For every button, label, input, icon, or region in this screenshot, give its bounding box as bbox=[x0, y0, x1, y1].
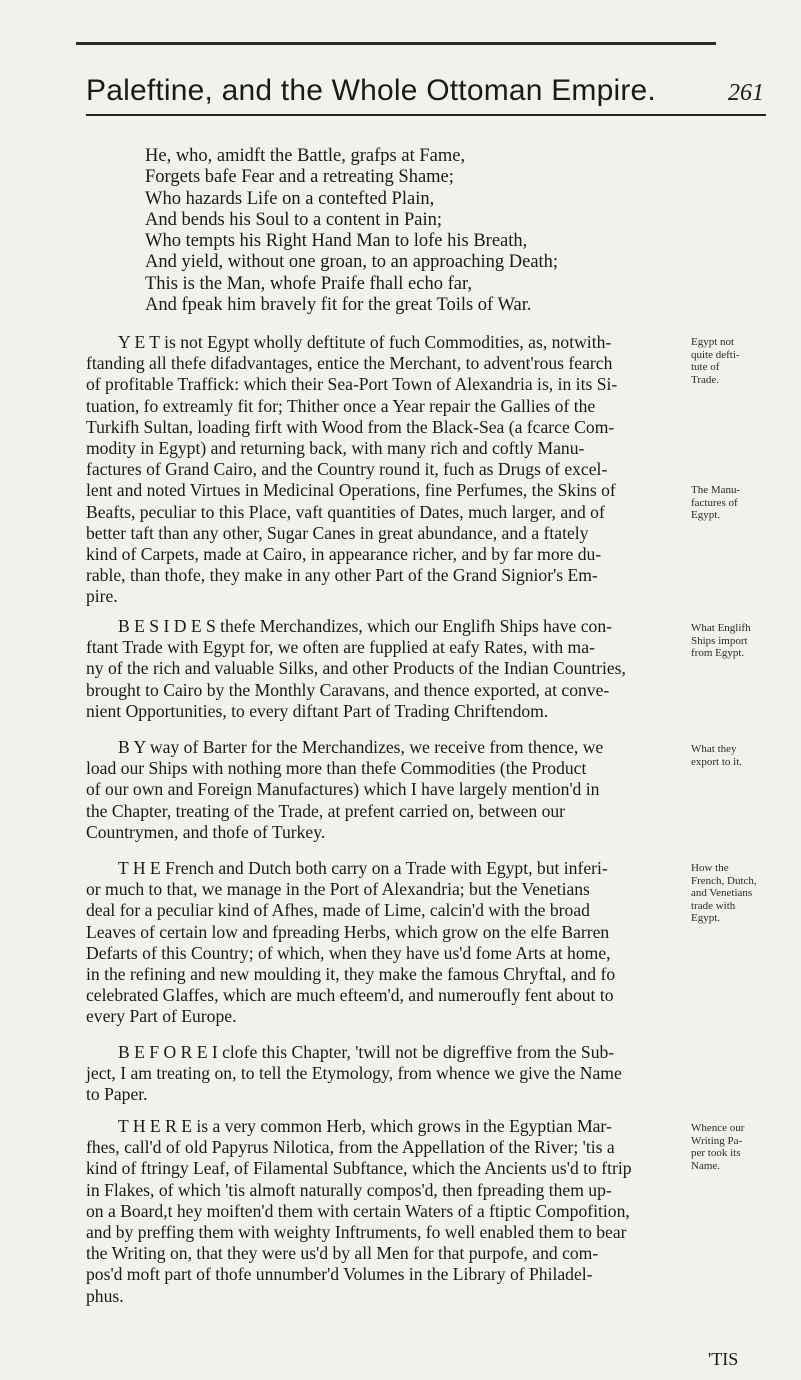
text-line: the Chapter, treating of the Trade, at prefent carried on, between our bbox=[86, 800, 566, 821]
poem-line: And yield, without one groan, to an approaching Death; bbox=[145, 252, 559, 273]
text-line: modity in Egypt) and returning back, with many rich and coftly Manu- bbox=[86, 438, 585, 459]
margin-note bbox=[691, 622, 799, 660]
text-line: of profitable Traffick: which their Sea-Port Town of Alexandria is, in its Si- bbox=[86, 374, 618, 395]
poem-line: He, who, amidft the Battle, grafps at Fame, bbox=[145, 146, 466, 166]
poem-block bbox=[145, 146, 705, 316]
margin-note-line: The Manu- bbox=[691, 484, 741, 496]
margin-note bbox=[691, 862, 799, 925]
margin-note-line: French, Dutch, bbox=[691, 874, 757, 887]
margin-note bbox=[691, 336, 799, 386]
paragraph-barter bbox=[86, 737, 688, 843]
text-line: nient Opportunities, to every diftant Part of Trading Chriftendom. bbox=[86, 700, 549, 721]
margin-note-line: tute of bbox=[691, 361, 720, 374]
text-line: B E S I D E S thefe Merchandizes, which our Englifh Ships have con- bbox=[118, 616, 612, 636]
poem-line: Who tempts his Right Hand Man to lofe his Breath, bbox=[145, 231, 528, 252]
margin-note-line: Name. bbox=[691, 1159, 721, 1172]
margin-note-line: How the bbox=[691, 862, 729, 874]
page-number: 261 bbox=[728, 80, 764, 106]
text-line: pos'd moft part of thofe unnumber'd Volumes in the Library of Philadel- bbox=[86, 1264, 593, 1285]
text-line: Y E T is not Egypt wholly deftitute of fuch Commodities, as, notwith- bbox=[118, 332, 612, 352]
text-line: deal for a peculiar kind of Afhes, made of Lime, calcin'd with the broad bbox=[86, 900, 590, 921]
margin-note-line: Egypt not bbox=[691, 336, 735, 348]
text-line: ny of the rich and valuable Silks, and other Products of the Indian Countries, bbox=[86, 658, 626, 679]
text-line: ftanding all thefe difadvantages, entice the Merchant, to advent'rous fearch bbox=[86, 353, 613, 374]
top-rule bbox=[76, 42, 716, 45]
text-line: to Paper. bbox=[86, 1084, 148, 1105]
text-line: brought to Cairo by the Monthly Caravans, and thence exported, at conve- bbox=[86, 679, 610, 700]
text-line: tuation, fo extreamly fit for; Thither once a Year repair the Gallies of the bbox=[86, 395, 596, 416]
text-line: in Flakes, of which 'tis almoft naturally compos'd, then fpreading them up- bbox=[86, 1179, 612, 1200]
margin-note bbox=[691, 743, 799, 768]
margin-note-line: Whence our bbox=[691, 1122, 745, 1134]
text-line: B Y way of Barter for the Merchandizes, we receive from thence, we bbox=[118, 737, 604, 757]
margin-note-line: from Egypt. bbox=[691, 647, 745, 660]
text-line: rable, than thofe, they make in any other Part of the Grand Signior's Em- bbox=[86, 565, 598, 586]
text-line: ject, I am treating on, to tell the Etymology, from whence we give the Name bbox=[86, 1063, 622, 1084]
margin-note-line: Writing Pa- bbox=[691, 1134, 743, 1147]
margin-note-line: factures of bbox=[691, 496, 738, 509]
margin-note-line: Egypt. bbox=[691, 509, 721, 522]
text-line: Turkifh Sultan, loading firft with Wood from the Black-Sea (a fcarce Com- bbox=[86, 416, 615, 437]
margin-note-line: trade with bbox=[691, 899, 736, 912]
text-line: load our Ships with nothing more than thefe Commodities (the Product bbox=[86, 758, 587, 779]
paragraph-before bbox=[86, 1042, 688, 1106]
poem-line: And bends his Soul to a content in Pain; bbox=[145, 209, 443, 230]
margin-note-line: Trade. bbox=[691, 373, 720, 386]
text-line: phus. bbox=[86, 1285, 124, 1306]
text-line: Beafts, peculiar to this Place, vaft quantities of Dates, much larger, and of bbox=[86, 501, 605, 522]
text-line: Countrymen, and thofe of Turkey. bbox=[86, 821, 326, 842]
text-line: kind of ftringy Leaf, of Filamental Subftance, which the Ancients us'd to ftrip bbox=[86, 1158, 632, 1179]
running-title: Paleftine, and the Whole Ottoman Empire. bbox=[86, 74, 656, 107]
text-line: kind of Carpets, made at Cairo, in appearance richer, and by far more du- bbox=[86, 544, 602, 565]
text-line: Defarts of this Country; of which, when they have us'd fome Arts at home, bbox=[86, 942, 611, 963]
text-line: the Writing on, that they were us'd by all Men for that purpofe, and com- bbox=[86, 1243, 599, 1264]
text-line: and by preffing them with weighty Inftruments, fo well enabled them to bear bbox=[86, 1222, 627, 1243]
margin-note-line: What they bbox=[691, 743, 737, 755]
catchword: 'TIS bbox=[708, 1349, 739, 1369]
margin-note-line: per took its bbox=[691, 1147, 741, 1160]
poem-line: Who hazards Life on a contefted Plain, bbox=[145, 188, 435, 209]
text-line: of our own and Foreign Manufactures) which I have largely mention'd in bbox=[86, 779, 600, 800]
text-line: Leaves of certain low and fpreading Herbs, which grow on the elfe Barren bbox=[86, 921, 610, 942]
paragraph-egypt-commodities bbox=[86, 332, 688, 608]
running-header bbox=[86, 74, 766, 116]
text-line: T H E R E is a very common Herb, which grows in the Egyptian Mar- bbox=[118, 1116, 612, 1136]
text-line: T H E French and Dutch both carry on a Trade with Egypt, but inferi- bbox=[118, 858, 608, 878]
margin-note-line: quite defti- bbox=[691, 348, 740, 361]
text-line: better taft than any other, Sugar Canes in great abundance, and a ftately bbox=[86, 522, 589, 543]
text-line: every Part of Europe. bbox=[86, 1006, 237, 1027]
margin-note-line: Ships import bbox=[691, 634, 748, 647]
text-line: B E F O R E I clofe this Chapter, 'twill not be digreffive from the Sub- bbox=[118, 1042, 615, 1062]
text-line: on a Board,t hey moiften'd them with certain Waters of a ftiptic Compofition, bbox=[86, 1200, 630, 1221]
text-line: celebrated Glaffes, which are much efteem'd, and numeroufly fent about to bbox=[86, 985, 614, 1006]
text-line: factures of Grand Cairo, and the Country round it, fuch as Drugs of excel- bbox=[86, 459, 608, 480]
text-line: pire. bbox=[86, 586, 118, 607]
margin-note-line: Egypt. bbox=[691, 912, 721, 925]
margin-note bbox=[691, 1122, 799, 1172]
margin-note-line: What Englifh bbox=[691, 622, 751, 634]
margin-note-line: export to it. bbox=[691, 755, 743, 768]
paragraph-french-dutch bbox=[86, 858, 688, 1028]
poem-line: And fpeak him bravely fit for the great Toils of War. bbox=[145, 295, 532, 316]
text-line: lent and noted Virtues in Medicinal Operations, fine Perfumes, the Skins of bbox=[86, 480, 616, 501]
poem-line: Forgets bafe Fear and a retreating Shame; bbox=[145, 167, 454, 188]
poem-line: This is the Man, whofe Praife fhall echo far, bbox=[145, 273, 473, 294]
margin-note-line: and Venetians bbox=[691, 887, 753, 900]
text-line: ftant Trade with Egypt for, we often are fupplied at eafy Rates, with ma- bbox=[86, 637, 595, 658]
paragraph-papyrus bbox=[86, 1116, 688, 1307]
margin-note bbox=[691, 484, 799, 522]
text-line: or much to that, we manage in the Port of Alexandria; but the Venetians bbox=[86, 879, 590, 900]
text-line: in the refining and new moulding it, they make the famous Chryftal, and fo bbox=[86, 964, 616, 985]
paragraph-besides bbox=[86, 616, 688, 722]
text-line: fhes, call'd of old Papyrus Nilotica, from the Appellation of the River; 'tis a bbox=[86, 1137, 615, 1158]
